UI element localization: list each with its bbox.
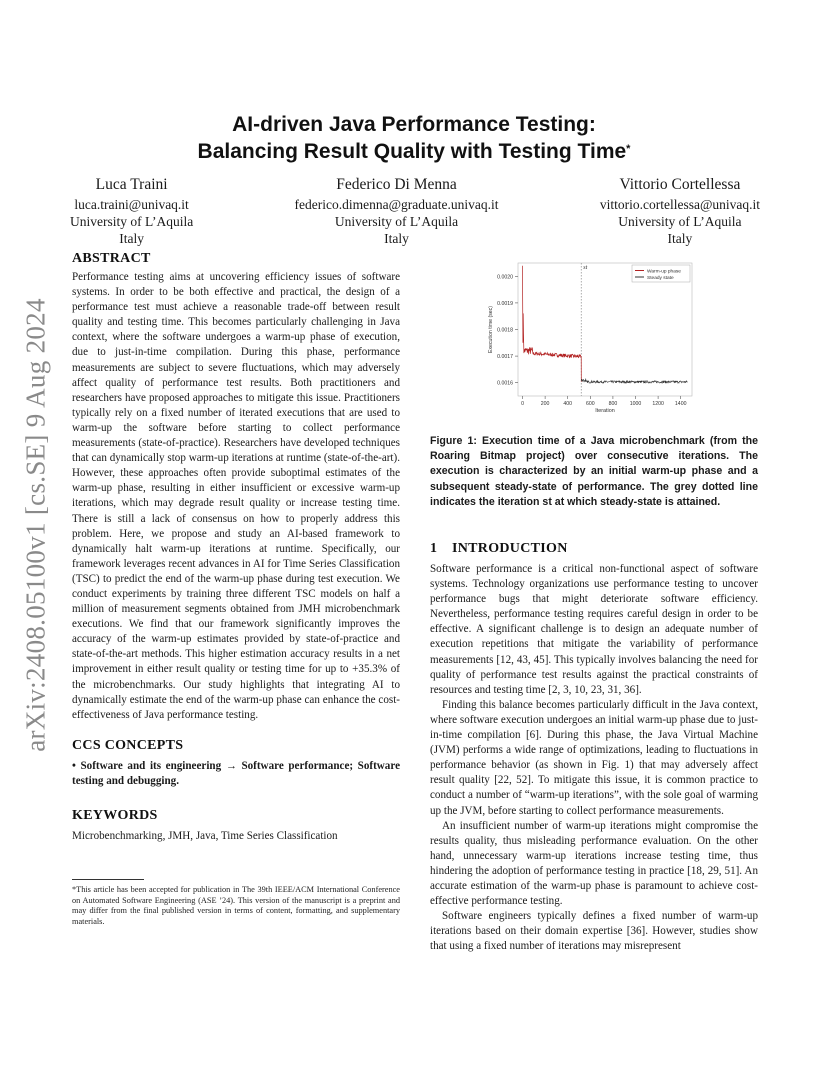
x-tick-label: 200: [540, 401, 550, 407]
author-email: federico.dimenna@graduate.univaq.it: [294, 197, 499, 212]
y-tick-label: 0.0018: [497, 327, 513, 334]
ccs-heading: CCS CONCEPTS: [72, 737, 184, 753]
left-column: [72, 251, 400, 927]
arxiv-sidebar: [18, 290, 54, 760]
x-axis-label: Iteration: [595, 408, 615, 414]
title-footnote-mark: *: [626, 143, 631, 155]
author-name: Federico Di Menna: [336, 176, 457, 193]
author-list: [70, 175, 760, 247]
keywords-text: Microbenchmarking, JMH, Java, Time Series Classification: [72, 830, 338, 842]
introduction-heading: [430, 541, 758, 557]
author-affiliation: University of L’Aquila: [618, 214, 742, 229]
title-line-2-text: Balancing Result Quality with Testing Time: [197, 140, 627, 163]
section-title: INTRODUCTION: [452, 541, 568, 557]
right-column: [430, 251, 758, 954]
x-tick-label: 0: [521, 401, 524, 407]
author-block: [70, 175, 193, 247]
legend-label: Warm-up phase: [647, 269, 681, 275]
series-line-steady-state: [581, 379, 687, 384]
author-country: Italy: [667, 231, 693, 246]
author-email: vittorio.cortellessa@univaq.it: [599, 197, 760, 212]
author-email: luca.traini@univaq.it: [74, 197, 189, 212]
footnote-text: *This article has been accepted for publication in The 39th IEEE/ACM International Conference on Automated Software Engineering (ASE ’24). This version of the manuscript is a preprint and may differ from the final published version in terms of content, formatting, and supplementary materials.: [72, 885, 400, 926]
x-tick-label: 1000: [629, 401, 642, 407]
author-country: Italy: [384, 231, 409, 246]
author-name: Vittorio Cortellessa: [619, 176, 741, 193]
section-number: 1: [430, 541, 438, 557]
y-axis-label: Execution time (sec): [488, 306, 494, 353]
intro-paragraph: Software engineers typically defines a fixed number of warm-up iterations based on their domain expertise [36]. However, studies show that using a fixed number of iterations may misrepresent: [430, 910, 758, 953]
title-line-1: AI-driven Java Performance Testing:: [232, 113, 596, 136]
x-tick-label: 1200: [652, 401, 664, 407]
intro-paragraph: An insufficient number of warm-up iterations might compromise the results quality, thus misleading performance evaluation. On the other hand, unnecessary warm-up iterations increase testing time, thus hindering the adoption of performance testing in practice [18, 29, 51]. An accurate estimation of the warm-up phase is paramount to achieve cost-effective performance testing.: [430, 819, 758, 908]
execution-time-chart: [430, 251, 758, 421]
series-line-warm-up: [523, 266, 582, 382]
abstract-heading: ABSTRACT: [72, 251, 151, 266]
plot-frame: [518, 263, 692, 396]
y-tick-label: 0.0020: [497, 274, 513, 281]
y-tick-label: 0.0019: [497, 300, 513, 307]
author-country: Italy: [119, 231, 144, 246]
author-affiliation: University of L’Aquila: [70, 214, 194, 229]
abstract-text: Performance testing aims at uncovering efficiency issues of software systems. In order to be both effective and practical, the design of a performance test must achieve a reasonable trade-off between result quality and testing time. This becomes particularly challenging in Java context, where the software undergoes a warm-up phase of execution, due to just-in-time compilation. During this phase, performance measurements are subject to severe fluctuations, which may adversely affect quality of performance test results. Both practitioners and researchers have proposed approaches to mitigate this issue. Practitioners typically rely on a fixed number of iterated executions that are used to warm-up the software before starting to collect performance measurements (state-of-practice). Researchers have developed techniques that can dynamically stop warm-up iterations at runtime (state-of-the-art). However, these approaches often provide suboptimal estimates of the warm-up phase, resulting in either insufficient or excessive warm-up iterations, which may degrade result quality or increase testing time. There is still a lack of consensus on how to properly address this problem. Here, we propose and study an AI-based framework to dynamically halt warm-up iterations at runtime. Specifically, our framework leverages recent advances in AI for Time Series Classification (TSC) to predict the end of the warm-up phase during test execution. We conduct experiments by training three different TSC models on half a million of measurement segments obtained from JMH microbenchmark executions. We find that our framework significantly improves the accuracy of the warm-up estimates provided by state-of-practice and state-of-the-art methods. This higher estimation accuracy results in a net improvement in either result quality or testing time for up to +35.3% of the microbenchmarks. Our study highlights that integrating AI to dynamically estimate the end of the warm-up phase can enhance the cost-effectiveness of Java performance testing.: [72, 271, 400, 721]
figure-1: [430, 251, 758, 426]
y-tick-label: 0.0016: [497, 380, 513, 387]
steady-state-annotation: st: [583, 265, 588, 271]
keywords-heading: KEYWORDS: [72, 808, 158, 823]
x-tick-label: 800: [608, 401, 618, 407]
author-affiliation: University of L’Aquila: [334, 214, 459, 229]
x-tick-label: 600: [585, 401, 595, 407]
title-line-2: [90, 138, 738, 165]
author-name: Luca Traini: [95, 176, 168, 193]
intro-paragraph: Finding this balance becomes particularly difficult in the Java context, where software execution undergoes an initial warm-up phase due to just-in-time compilation [6]. During this phase, the Java Virtual Machine (JVM) performs a wide range of optimizations, leading to fluctuations in performance behavior (as shown in Fig. 1) that may adversely affect result quality [22, 52]. To mitigate this issue, it is common practice to conduct a number of “warm-up iterations”, with the sole goal of warming up the JVM, before starting to collect performance measurements.: [430, 698, 758, 817]
figure-caption: Figure 1: Execution time of a Java microbenchmark (from the Roaring Bitmap project) over consecutive iterations. The execution is characterized by an initial warm-up phase and a subsequent steady-state of performance. The grey dotted line indicates the iteration st at which steady-state is attained.: [430, 435, 758, 508]
legend-label: Steady state: [647, 275, 674, 281]
x-tick-label: 1400: [674, 401, 687, 407]
intro-paragraph: Software performance is a critical non-functional aspect of software systems. Technology organizations use performance testing to uncover performance bugs that might deteriorate software efficiency. Nevertheless, performance testing requires careful design in order to be effective. A significant challenge is to design an adequate number of execution repetitions that mitigate the variability of performance measurements [12, 43, 45]. This typically involves balancing the need for quality of performance test results against the practical constraints of resources and testing time [2, 3, 10, 23, 31, 36].: [430, 563, 758, 696]
footnote-divider: [72, 879, 144, 880]
x-tick-label: 400: [563, 401, 573, 407]
author-block: [600, 175, 760, 247]
arxiv-identifier: arXiv:2408.05100v1 [cs.SE] 9 Aug 2024: [20, 298, 51, 752]
paper-title: [90, 111, 738, 165]
y-tick-label: 0.0017: [497, 354, 513, 361]
ccs-text: • Software and its engineering → Software performance; Software testing and debugging.: [72, 759, 400, 787]
author-block: [295, 175, 499, 247]
